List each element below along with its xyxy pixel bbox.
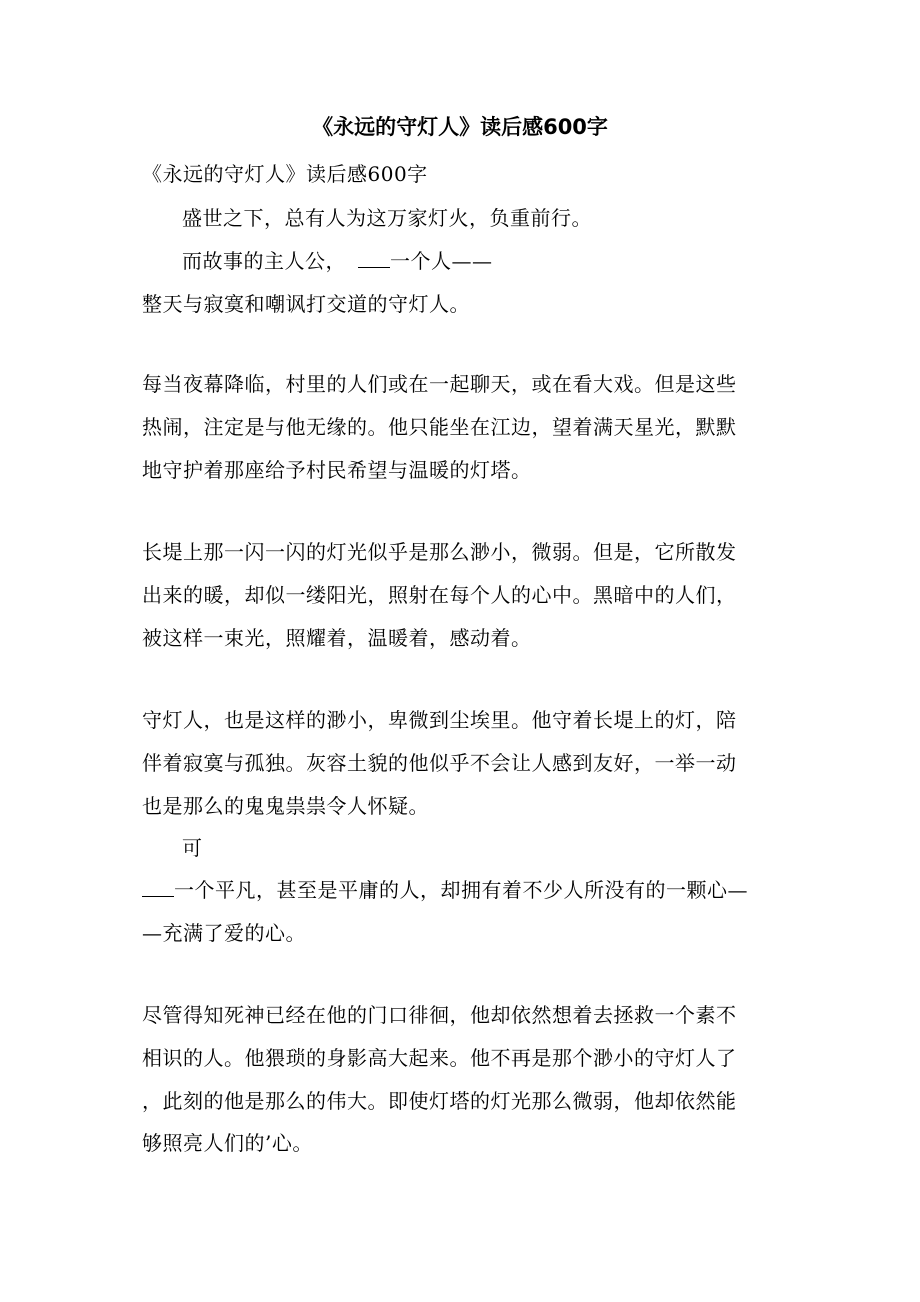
line-text: 一个人—— xyxy=(390,249,493,273)
paragraph-line: ，此刻的他是那么的伟大。即使灯塔的灯光那么微弱，他却依然能 xyxy=(142,1089,737,1113)
line-text: 一个平凡，甚至是平庸的人，却拥有着不少人所没有的一颗心— xyxy=(174,878,748,902)
paragraph-line: 地守护着那座给予村民希望与温暖的灯塔。 xyxy=(142,458,532,482)
paragraph-line: 可 xyxy=(182,836,203,860)
paragraph-line: 整天与寂寞和嘲讽打交道的守灯人。 xyxy=(142,292,470,316)
line-text: 而故事的主人公， xyxy=(182,249,346,273)
document-title: 《永远的守灯人》读后感600字 xyxy=(312,115,608,139)
paragraph-line: 守灯人，也是这样的渺小，卑微到尘埃里。他守着长堤上的灯，陪 xyxy=(142,708,737,732)
paragraph-line: 伴着寂寞与孤独。灰容土貌的他似乎不会让人感到友好，一举一动 xyxy=(142,751,737,775)
paragraph-line: 也是那么的鬼鬼祟祟令人怀疑。 xyxy=(142,794,429,818)
paragraph-line xyxy=(182,246,493,276)
paragraph-line: 被这样一束光，照耀着，温暖着，感动着。 xyxy=(142,626,532,650)
document-subtitle: 《永远的守灯人》读后感600字 xyxy=(142,162,428,186)
blank-underline xyxy=(358,253,390,268)
paragraph-line: 出来的暖，却似一缕阳光，照射在每个人的心中。黑暗中的人们， xyxy=(142,583,737,607)
paragraph-line: 够照亮人们的’心。 xyxy=(142,1131,313,1155)
blank-underline xyxy=(142,882,174,897)
paragraph-line: 尽管得知死神已经在他的门口徘徊，他却依然想着去拯救一个素不 xyxy=(142,1003,737,1027)
paragraph-line xyxy=(142,875,748,905)
paragraph-line: 盛世之下，总有人为这万家灯火，负重前行。 xyxy=(182,206,592,230)
paragraph-line: 长堤上那一闪一闪的灯光似乎是那么渺小，微弱。但是，它所散发 xyxy=(142,540,737,564)
paragraph-line: 热闹，注定是与他无缘的。他只能坐在江边，望着满天星光，默默 xyxy=(142,415,737,439)
paragraph-line: 相识的人。他猥琐的身影高大起来。他不再是那个渺小的守灯人了 xyxy=(142,1046,737,1070)
paragraph-line: —充满了爱的心。 xyxy=(142,921,306,945)
paragraph-line: 每当夜幕降临，村里的人们或在一起聊天，或在看大戏。但是这些 xyxy=(142,372,737,396)
